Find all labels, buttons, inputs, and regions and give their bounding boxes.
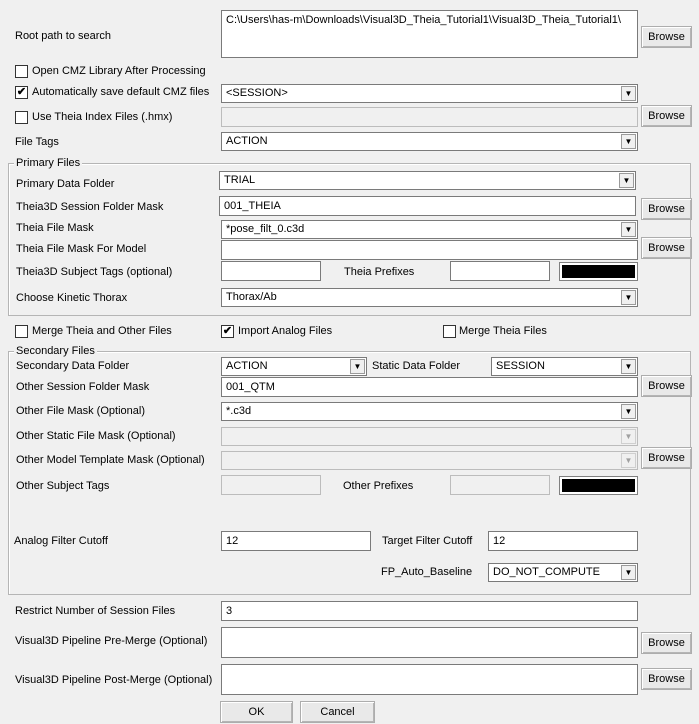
theia-subject-tags-input[interactable] [221, 261, 321, 281]
fp-auto-baseline-label: FP_Auto_Baseline [381, 566, 473, 578]
auto-save-label: Automatically save default CMZ files [32, 86, 210, 98]
theia-model-mask-input[interactable] [221, 240, 638, 260]
analog-filter-cutoff-input[interactable]: 12 [221, 531, 371, 551]
primary-files-title: Primary Files [16, 157, 81, 169]
post-merge-label: Visual3D Pipeline Post-Merge (Optional) [15, 674, 213, 686]
file-tags-value: ACTION [226, 135, 268, 147]
post-merge-browse-button[interactable]: Browse [641, 668, 692, 690]
merge-theia-checkbox[interactable] [443, 325, 456, 338]
pre-merge-label: Visual3D Pipeline Pre-Merge (Optional) [15, 635, 208, 647]
other-model-browse-button[interactable]: Browse [641, 447, 692, 469]
primary-data-folder-value: TRIAL [224, 174, 256, 186]
other-session-mask-input[interactable]: 001_QTM [221, 377, 638, 397]
theia-session-mask-label: Theia3D Session Folder Mask [16, 201, 164, 213]
post-merge-input[interactable] [221, 664, 638, 695]
secondary-files-title: Secondary Files [16, 345, 95, 357]
theia-color-swatch[interactable] [559, 262, 638, 281]
auto-save-value: <SESSION> [226, 87, 288, 99]
static-data-folder-value: SESSION [496, 360, 545, 372]
merge-theia-other-label: Merge Theia and Other Files [32, 325, 172, 337]
target-filter-cutoff-label: Target Filter Cutoff [382, 535, 473, 547]
theia-session-browse-button[interactable]: Browse [641, 198, 692, 220]
chevron-down-icon: ▼ [621, 429, 636, 444]
static-data-folder-dropdown[interactable] [491, 357, 638, 376]
other-file-mask-value: *.c3d [226, 405, 252, 417]
theia-file-mask-value: *pose_filt_0.c3d [226, 223, 305, 235]
theia-subject-tags-label: Theia3D Subject Tags (optional) [16, 266, 173, 278]
other-session-mask-label: Other Session Folder Mask [16, 381, 150, 393]
restrict-session-files-input[interactable]: 3 [221, 601, 638, 621]
theia-index-label: Use Theia Index Files (.hmx) [32, 111, 173, 123]
other-prefixes-label: Other Prefixes [343, 480, 414, 492]
import-analog-label: Import Analog Files [238, 325, 333, 337]
theia-model-browse-button[interactable]: Browse [641, 237, 692, 259]
other-model-template-dropdown[interactable] [221, 451, 638, 470]
other-subject-tags-input[interactable] [221, 475, 321, 495]
chevron-down-icon: ▼ [621, 565, 636, 580]
file-tags-label: File Tags [15, 136, 59, 148]
kinetic-thorax-value: Thorax/Ab [226, 291, 277, 303]
merge-theia-label: Merge Theia Files [459, 325, 547, 337]
merge-theia-other-checkbox[interactable] [15, 325, 28, 338]
other-subject-tags-label: Other Subject Tags [16, 480, 110, 492]
root-path-input[interactable]: C:\Users\has-m\Downloads\Visual3D_Theia_Tutorial1\Visual3D_Theia_Tutorial1\ [221, 10, 638, 58]
primary-data-folder-label: Primary Data Folder [16, 178, 115, 190]
pre-merge-input[interactable] [221, 627, 638, 658]
other-file-mask-dropdown[interactable] [221, 402, 638, 421]
other-static-mask-label: Other Static File Mask (Optional) [16, 430, 176, 442]
open-cmz-label: Open CMZ Library After Processing [32, 65, 206, 77]
secondary-data-folder-dropdown[interactable] [221, 357, 367, 376]
primary-data-folder-dropdown[interactable] [219, 171, 636, 190]
open-cmz-checkbox[interactable] [15, 65, 28, 78]
theia-color-fill [562, 265, 635, 278]
chevron-down-icon: ▼ [621, 86, 636, 101]
restrict-session-files-label: Restrict Number of Session Files [15, 605, 176, 617]
theia-index-checkbox[interactable] [15, 111, 28, 124]
chevron-down-icon: ▼ [621, 222, 636, 237]
file-tags-dropdown[interactable] [221, 132, 638, 151]
theia-model-mask-label: Theia File Mask For Model [16, 243, 147, 255]
other-prefixes-input[interactable] [450, 475, 550, 495]
kinetic-thorax-dropdown[interactable] [221, 288, 638, 307]
other-file-mask-label: Other File Mask (Optional) [16, 405, 145, 417]
root-browse-button[interactable]: Browse [641, 26, 692, 48]
analog-filter-cutoff-label: Analog Filter Cutoff [14, 535, 108, 547]
fp-auto-baseline-dropdown[interactable] [488, 563, 638, 582]
other-model-template-label: Other Model Template Mask (Optional) [16, 454, 205, 466]
static-data-folder-label: Static Data Folder [372, 360, 461, 372]
cancel-button[interactable]: Cancel [300, 701, 375, 723]
secondary-data-folder-value: ACTION [226, 360, 268, 372]
fp-auto-baseline-value: DO_NOT_COMPUTE [493, 566, 600, 578]
chevron-down-icon: ▼ [621, 453, 636, 468]
other-color-fill [562, 479, 635, 492]
theia-prefixes-label: Theia Prefixes [344, 266, 415, 278]
theia-file-mask-dropdown[interactable] [221, 220, 638, 239]
chevron-down-icon: ▼ [350, 359, 365, 374]
secondary-data-folder-label: Secondary Data Folder [16, 360, 130, 372]
auto-save-dropdown[interactable] [221, 84, 638, 103]
kinetic-thorax-label: Choose Kinetic Thorax [16, 292, 128, 304]
theia-prefixes-input[interactable] [450, 261, 550, 281]
other-color-swatch[interactable] [559, 476, 638, 495]
import-analog-checkbox[interactable]: ✔ [222, 325, 233, 337]
target-filter-cutoff-input[interactable]: 12 [488, 531, 638, 551]
chevron-down-icon: ▼ [621, 404, 636, 419]
root-path-label: Root path to search [15, 30, 112, 42]
pre-merge-browse-button[interactable]: Browse [641, 632, 692, 654]
theia-index-input[interactable] [221, 107, 638, 127]
auto-save-checkbox[interactable]: ✔ [16, 86, 27, 98]
chevron-down-icon: ▼ [621, 290, 636, 305]
theia-session-mask-input[interactable]: 001_THEIA [219, 196, 636, 216]
chevron-down-icon: ▼ [619, 173, 634, 188]
theia-file-mask-label: Theia File Mask [16, 222, 94, 234]
chevron-down-icon: ▼ [621, 359, 636, 374]
chevron-down-icon: ▼ [621, 134, 636, 149]
other-static-mask-dropdown[interactable] [221, 427, 638, 446]
other-session-browse-button[interactable]: Browse [641, 375, 692, 397]
ok-button[interactable]: OK [220, 701, 293, 723]
theia-index-browse-button[interactable]: Browse [641, 105, 692, 127]
